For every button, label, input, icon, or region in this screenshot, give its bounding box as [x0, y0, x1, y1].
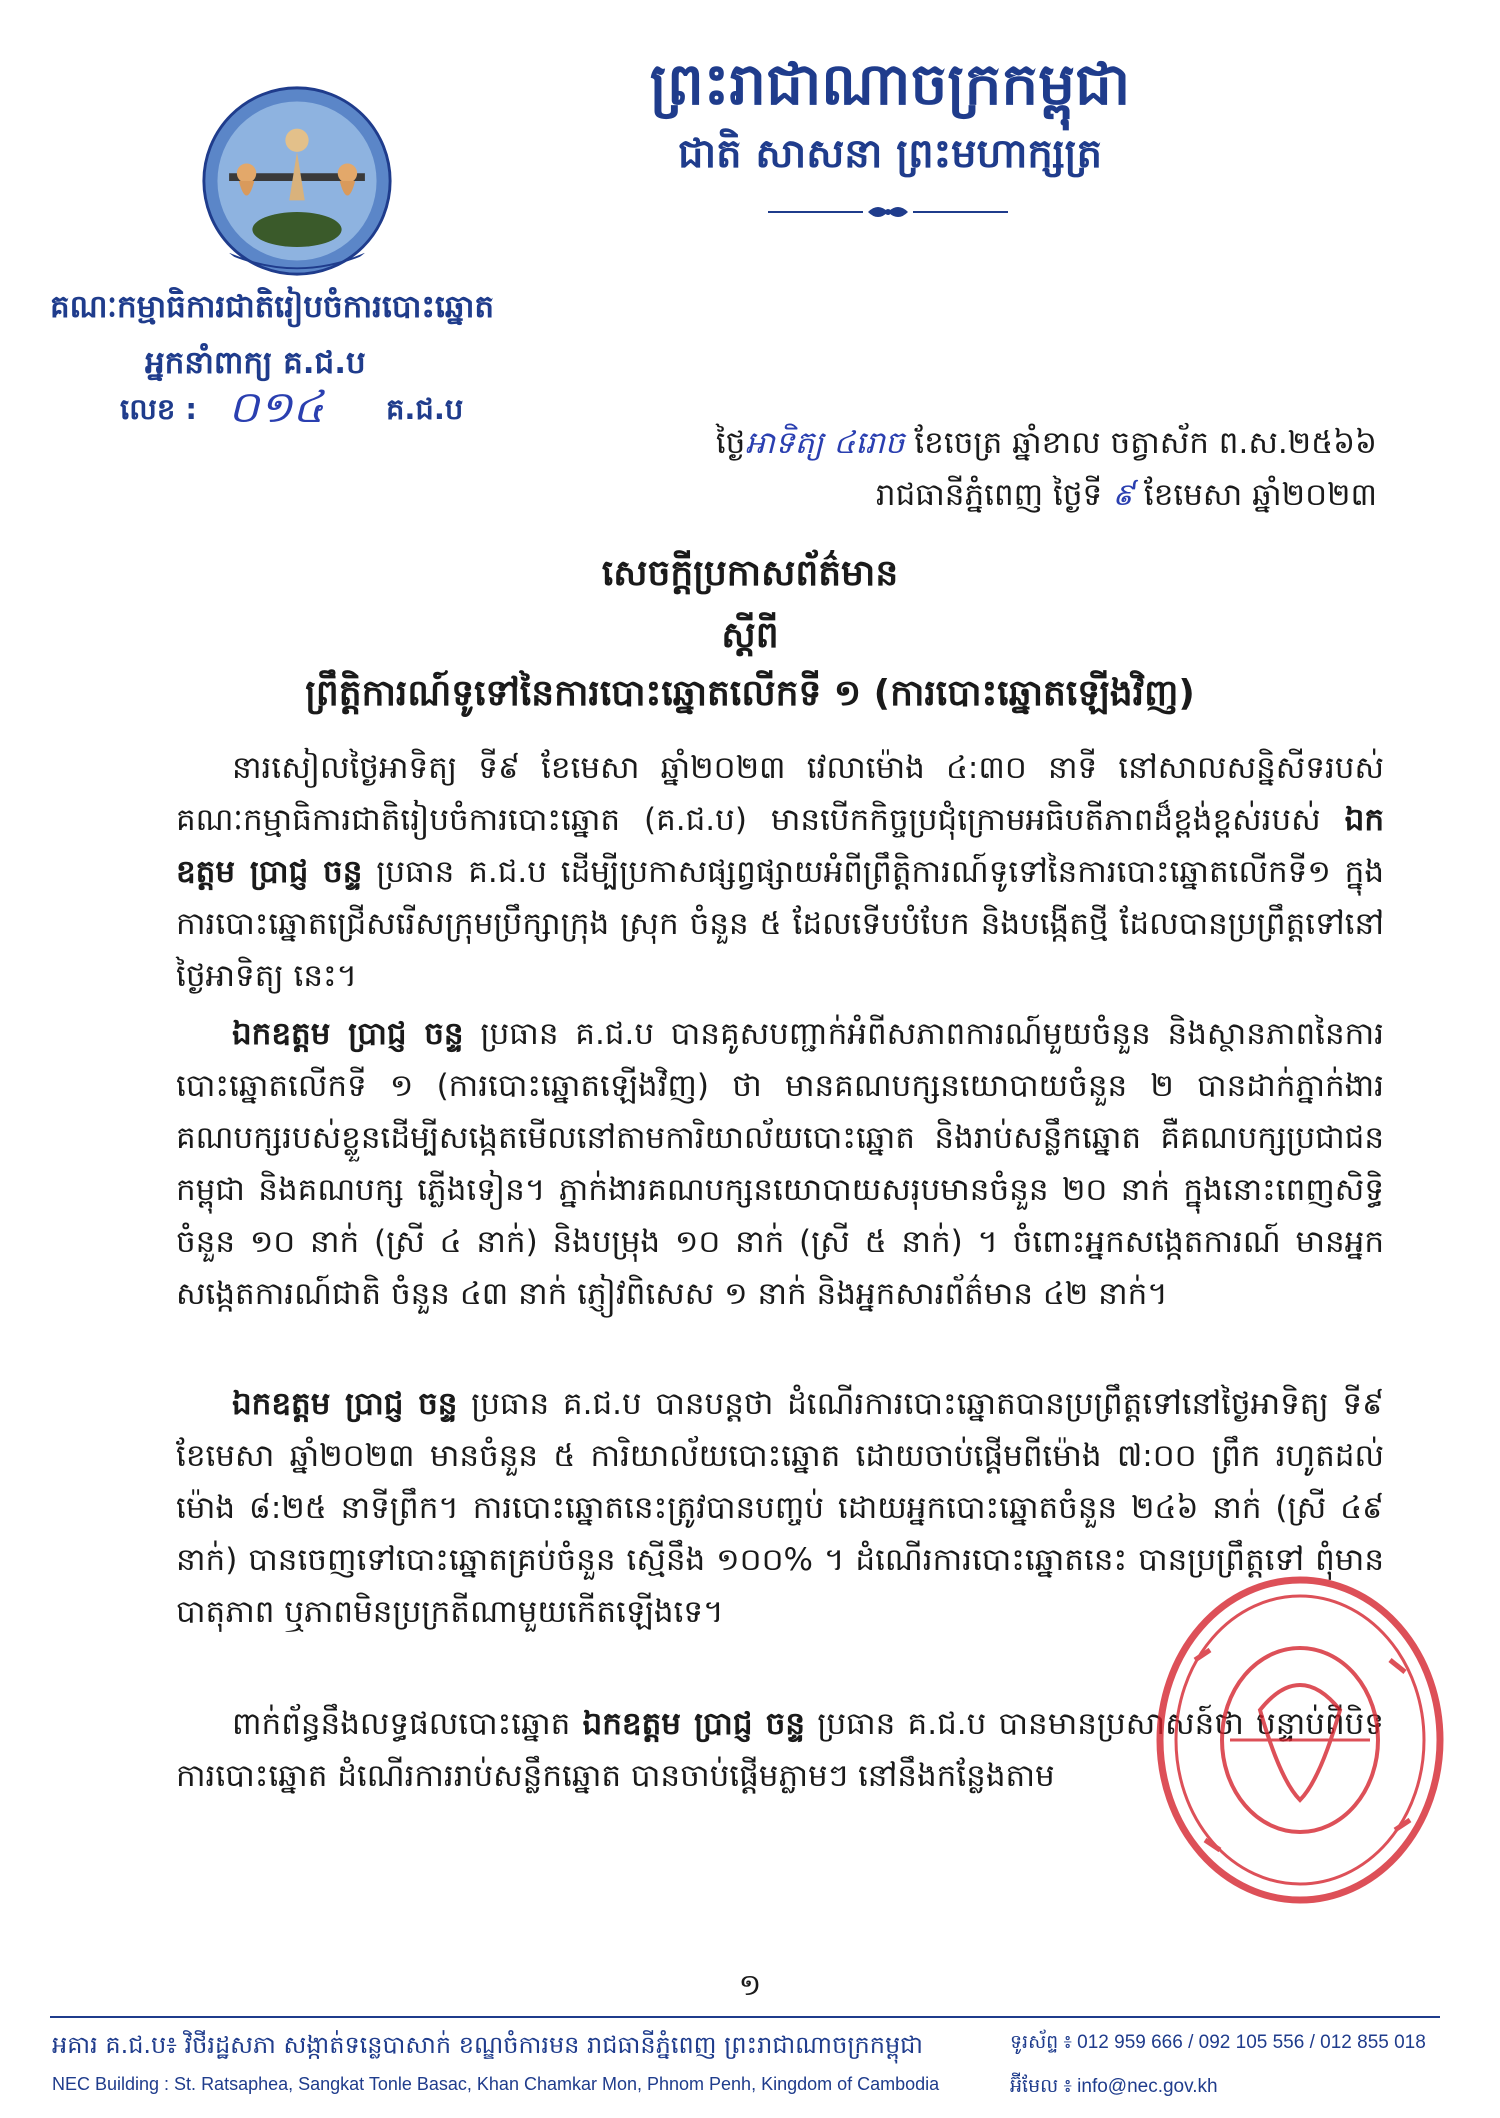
document-subject-label: ស្តីពី [721, 615, 779, 656]
solar-date-day: ៩ [1112, 477, 1135, 513]
lunar-date-prefix: ថ្ងៃ [715, 425, 746, 461]
p2-text: ប្រធាន គ.ជ.ប បានគូសបញ្ជាក់អំពីសភាពការណ៍មួយចំនួន និងស្ថានភាពនៃការបោះឆ្នោតលើកទី ១ (ការបោះឆ្នោតឡើងវិញ) ថា មានគណបក្សនយោបាយចំនួន ២ បានដាក់ភ្នាក់ងារគណបក្សរបស់ខ្លួនដើម្បីសង្កេតមើលនៅតាមការិយាល័យបោះឆ្នោត និងរាប់សន្លឹកឆ្នោត គឺគណបក្សប្រជាជនកម្ពុជា និងគណបក្ស ភ្លើងទៀន។ ភ្នាក់ងារគណបក្សនយោបាយសរុបមានចំនួន ២០ នាក់ ក្នុងនោះពេញសិទ្ធិចំនួន ១០ នាក់ (ស្រី ៤ នាក់) និងបម្រុង ១០ នាក់ (ស្រី ៥ នាក់) ។ ចំពោះអ្នកសង្កេតការណ៍ មានអ្នកសង្កេតការណ៍ជាតិ ចំនួន ៤៣ នាក់ ភ្ញៀវពិសេស ១ នាក់ និងអ្នកសារព័ត៌មាន ៤២ នាក់។ [176, 1016, 1384, 1312]
solar-date-prefix: រាជធានីភ្នំពេញ ថ្ងៃទី [875, 477, 1113, 513]
organization-name: គណៈកម្មាធិការជាតិរៀបចំការបោះឆ្នោត [50, 289, 495, 325]
document-subject: ព្រឹត្តិការណ៍ទូទៅនៃការបោះឆ្នោតលើកទី ១ (ការបោះឆ្នោតឡើងវិញ) [305, 673, 1195, 714]
body-paragraph-2 [176, 1008, 1384, 1320]
nec-emblem-logo [196, 84, 398, 278]
kingdom-heading: ព្រះរាជាណាចក្រកម្ពុជា [649, 50, 1131, 118]
reference-number: ០១៤ [228, 382, 324, 433]
p4-text: ប្រធាន គ.ជ.ប បានមានប្រសាសន៍ថា បន្ទាប់ពីបិទការបោះឆ្នោត ដំណើរការរាប់សន្លឹកឆ្នោត បានចាប់ផ្តើមភ្លាមៗ នៅនឹងកន្លែងតាម [176, 1706, 1384, 1794]
p4-start: ពាក់ព័ន្ធនឹងលទ្ធផលបោះឆ្នោត [232, 1706, 583, 1742]
body-paragraph-3 [176, 1378, 1384, 1638]
footer-address-english: NEC Building : St. Ratsaphea, Sangkat Tonle Basac, Khan Chamkar Mon, Phnom Penh, Kingdom of Cambodia [52, 2074, 940, 2094]
p1-president-name: ឯកឧត្តម ប្រាជ្ញ ចន្ទ [176, 802, 1384, 890]
solar-date-rest: ខែមេសា ឆ្នាំ២០២៣ [1134, 477, 1377, 513]
p4-president-name: ឯកឧត្តម ប្រាជ្ញ ចន្ទ [582, 1706, 806, 1742]
p2-president-name: ឯកឧត្តម ប្រាជ្ញ ចន្ទ [232, 1016, 464, 1052]
solar-date-line [617, 476, 1377, 521]
p3-president-name: ឯកឧត្តម ប្រាជ្ញ ចន្ទ [232, 1386, 458, 1422]
page-number: ១ [738, 1968, 762, 2003]
p1-rest: ប្រធាន គ.ជ.ប ដើម្បីប្រកាសផ្សព្វផ្សាយអំពីព្រឹត្តិការណ៍ទូទៅនៃការបោះឆ្នោតលើកទី១ ក្នុងការបោះឆ្នោតជ្រើសរើសក្រុមប្រឹក្សាក្រុង ស្រុក ចំនួន ៥ ដែលទើបបំបែក និងបង្កើតថ្មី ដែលបានប្រព្រឹត្តទៅនៅថ្ងៃអាទិត្យ នេះ។ [176, 854, 1385, 994]
national-motto: ជាតិ សាសនា ព្រះមហាក្សត្រ [678, 130, 1102, 177]
ornament-divider-icon [768, 200, 1008, 224]
document-title: សេចក្តីប្រកាសព័ត៌មាន [601, 553, 899, 594]
footer-divider [50, 2016, 1440, 2018]
reference-org: គ.ជ.ប [386, 392, 464, 426]
body-paragraph-4 [176, 1698, 1384, 1802]
spokesperson-label: អ្នកនាំពាក្យ គ.ជ.ប [145, 345, 366, 381]
body-paragraph-1 [176, 742, 1384, 1002]
p3-text: ប្រធាន គ.ជ.ប បានបន្តថា ដំណើរការបោះឆ្នោតបានប្រព្រឹត្តទៅនៅថ្ងៃអាទិត្យ ទី៩ ខែមេសា ឆ្នាំ២០២៣ មានចំនួន ៥ ការិយាល័យបោះឆ្នោត ដោយចាប់ផ្តើមពីម៉ោង ៧:០០ ព្រឹក រហូតដល់ម៉ោង ៨:២៥ នាទីព្រឹក។ ការបោះឆ្នោតនេះត្រូវបានបញ្ចប់ ដោយអ្នកបោះឆ្នោតចំនួន ២៤៦ នាក់ (ស្រី ៤៩ នាក់) បានចេញទៅបោះឆ្នោតគ្រប់ចំនួន ស្មើនឹង ១០០% ។ ដំណើរការបោះឆ្នោតនេះ បានប្រព្រឹត្តទៅ ពុំមានបាតុភាព ឬភាពមិនប្រក្រតីណាមួយកើតឡើងទេ។ [176, 1386, 1385, 1630]
lunar-date-rest: ខែចេត្រ ឆ្នាំខាល ចត្វាស័ក ព.ស.២៥៦៦ [904, 425, 1377, 461]
footer-email: អ៊ីមែល ៖ info@nec.gov.kh [1010, 2076, 1218, 2097]
lunar-date-handwritten: អាទិត្យ ៤រោច [745, 425, 905, 461]
footer-address-khmer: អគារ គ.ជ.ប៖ វិថីរដ្ឋសភា សង្កាត់ទន្លេបាសាក់ ខណ្ឌចំការមន រាជធានីភ្នំពេញ ព្រះរាជាណាចក្រកម្ពុជា [52, 2031, 924, 2059]
p1-text: នារសៀលថ្ងៃអាទិត្យ ទី៩ ខែមេសា ឆ្នាំ២០២៣ វេលាម៉ោង ៤:៣០ នាទី នៅសាលសន្និសីទរបស់គណៈកម្មាធិការជាតិរៀបចំការបោះឆ្នោត (គ.ជ.ប) មានបើកកិច្ចប្រជុំក្រោមអធិបតីភាពដ៏ខ្ពង់ខ្ពស់របស់ [176, 750, 1384, 838]
lunar-date-line [617, 424, 1377, 469]
footer-phone: ទូរស័ព្ទ ៖ 012 959 666 / 092 105 556 / 012 855 018 [1010, 2032, 1426, 2053]
reference-label: លេខ : [120, 392, 197, 426]
